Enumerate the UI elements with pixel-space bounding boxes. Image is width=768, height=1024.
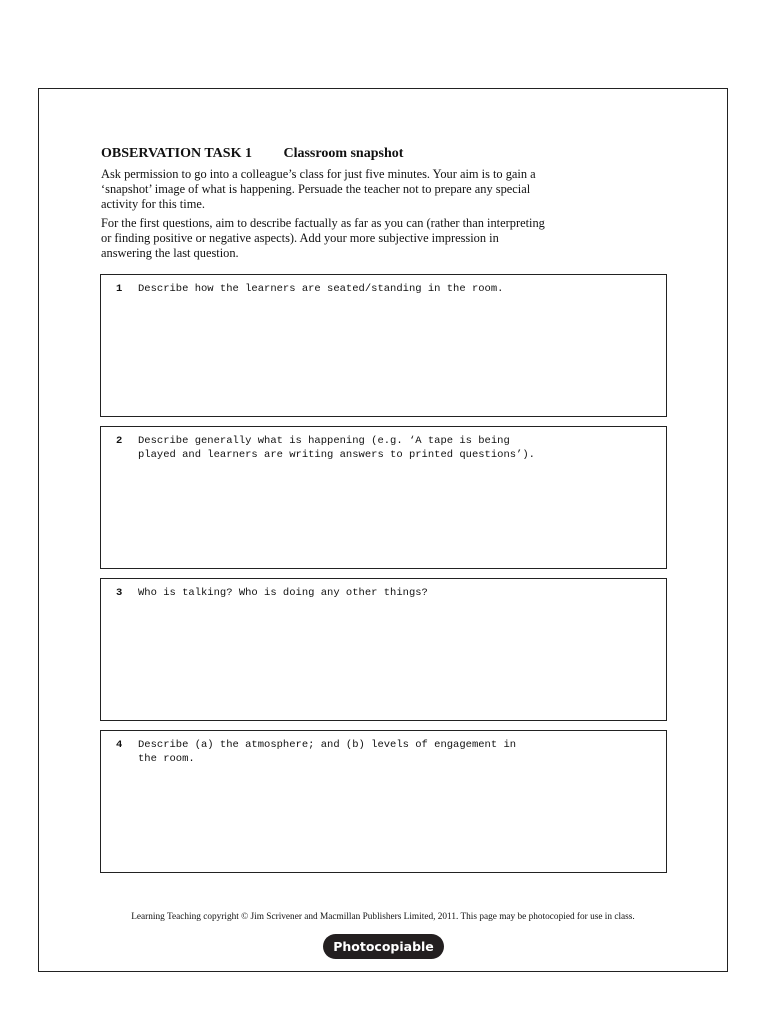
question-number: 3 — [116, 587, 123, 599]
question-text: Describe how the learners are seated/standing in the room. — [138, 283, 504, 295]
photocopiable-badge: Photocopiable — [323, 934, 444, 959]
intro-paragraph-2: For the first questions, aim to describe factually as far as you can (rather than interpreting or finding positive or negative aspects). Add your more subjective impression in answering the last question. — [101, 216, 545, 260]
copyright-notice: Learning Teaching copyright © Jim Scrivener and Macmillan Publishers Limited, 2011. This page may be photocopied for use in class. — [131, 912, 635, 922]
task-heading — [101, 146, 403, 162]
question-text: Who is talking? Who is doing any other things? — [138, 587, 428, 599]
question-box-2[interactable] — [100, 426, 667, 569]
question-number: 4 — [116, 739, 123, 751]
question-text: Describe (a) the atmosphere; and (b) levels of engagement in the room. — [138, 739, 517, 765]
intro-paragraph-1: Ask permission to go into a colleague’s class for just five minutes. Your aim is to gain a ‘snapshot’ image of what is happening. Persuade the teacher not to prepare any special activity for this time. — [101, 167, 536, 211]
question-box-1[interactable] — [100, 274, 667, 417]
task-label: OBSERVATION TASK 1 — [101, 146, 252, 161]
question-box-4[interactable] — [100, 730, 667, 873]
question-number: 1 — [116, 283, 123, 295]
question-box-3[interactable] — [100, 578, 667, 721]
task-title: Classroom snapshot — [283, 146, 404, 161]
question-text: Describe generally what is happening (e.g. ‘A tape is being played and learners are writing answers to printed questions’). — [138, 435, 535, 461]
question-number: 2 — [116, 435, 123, 447]
